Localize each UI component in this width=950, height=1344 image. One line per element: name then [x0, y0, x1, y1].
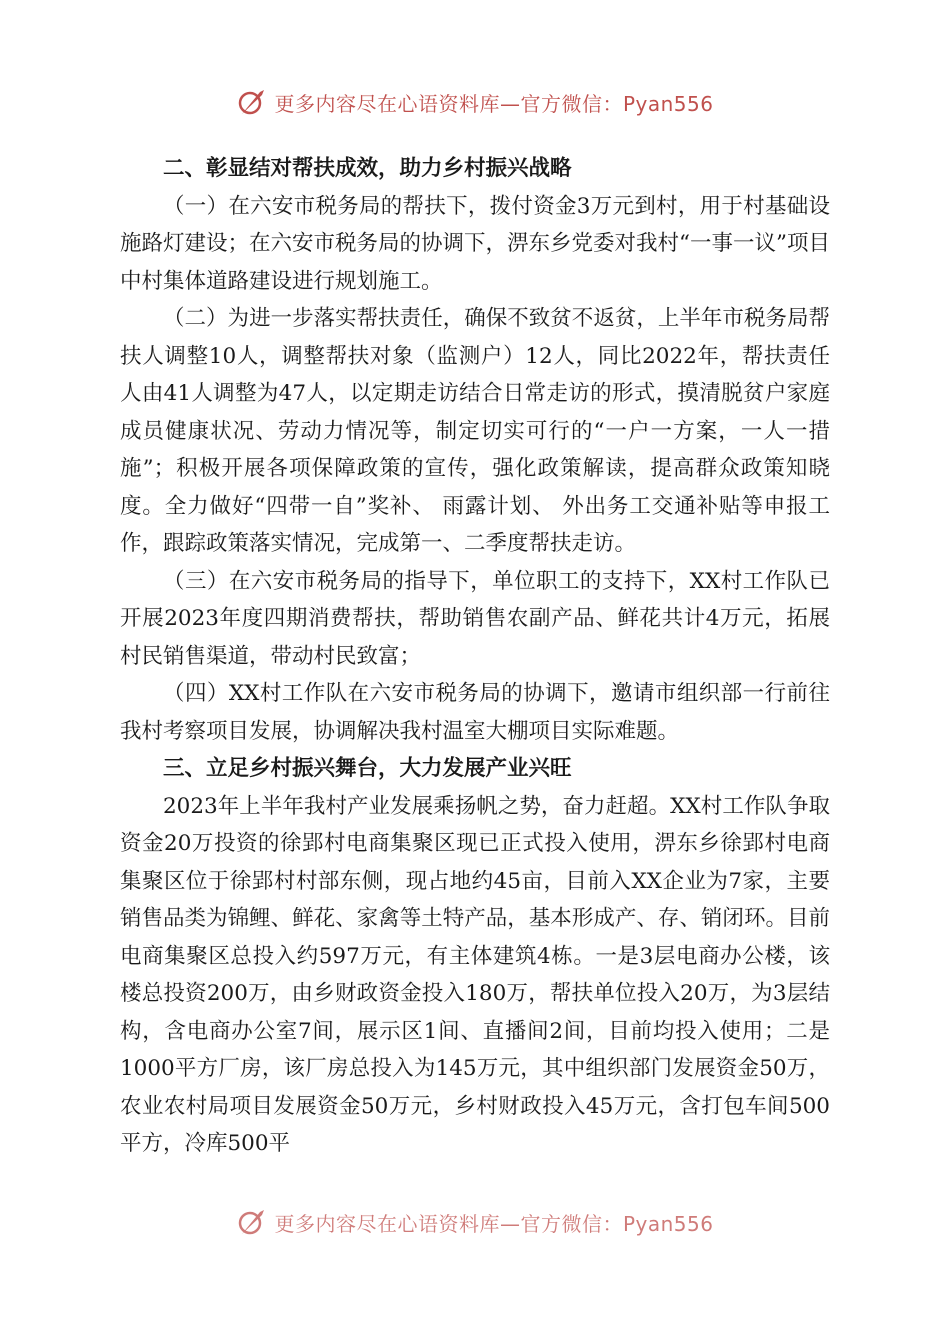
paragraph-3: （三）在六安市税务局的指导下，单位职工的支持下，XX村工作队已开展2023年度四期消费帮扶，帮助销售农副产品、鲜花共计4万元，拓展村民销售渠道，带动村民致富；: [120, 568, 830, 669]
paragraph-1: （一）在六安市税务局的帮扶下，拨付资金3万元到村，用于村基础设施路灯建设；在六安市税务局的协调下，淠东乡党委对我村“一事一议”项目中村集体道路建设进行规划施工。: [120, 193, 830, 294]
paragraph-5: 2023年上半年我村产业发展乘扬帆之势，奋力赶超。XX村工作队争取资金20万投资的徐郢村电商集聚区现已正式投入使用，淠东乡徐郢村电商集聚区位于徐郢村村部东侧，现占地约45亩，目前入XX企业为7家，主要销售品类为锦鲤、鲜花、家禽等土特产品，基本形成产、存、销闭环。目前电商集聚区总投入约597万元，有主体建筑4栋。一是3层电商办公楼，该楼总投资200万，由乡财政资金投入180万，帮扶单位投入20万，为3层结构，含电商办公室7间，展示区1间、直播间2间，目前均投入使用；二是1000平方厂房，该厂房总投入为145万元，其中组织部门发展资金50万，农业农村局项目发展资金50万元，乡村财政投入45万元，含打包车间500平方，冷库500平: [120, 793, 830, 1156]
paragraph-4: （四）XX村工作队在六安市税务局的协调下，邀请市组织部一行前往我村考察项目发展，协调解决我村温室大棚项目实际难题。: [120, 681, 830, 744]
watermark-header: [0, 84, 950, 120]
section-heading-3: 三、立足乡村振兴舞台，大力发展产业兴旺: [163, 756, 572, 781]
quill-logo-icon: [236, 86, 268, 118]
watermark-text: 更多内容尽在心语资料库—官方微信：Pyan556: [274, 91, 714, 116]
paragraph-2: （二）为进一步落实帮扶责任，确保不致贫不返贫，上半年市税务局帮扶人调整10人，调整帮扶对象（监测户）12人，同比2022年，帮扶责任人由41人调整为47人，以定期走访结合日常走访的形式，摸清脱贫户家庭成员健康状况、劳动力情况等，制定切实可行的“一户一方案，一人一措施”；积极开展各项保障政策的宣传，强化政策解读，提高群众政策知晓度。全力做好“四带一自”奖补、 雨露计划、 外出务工交通补贴等申报工作，跟踪政策落实情况，完成第一、二季度帮扶走访。: [120, 306, 830, 556]
section-heading-2: 二、彰显结对帮扶成效，助力乡村振兴战略: [163, 156, 572, 181]
quill-logo-icon: [236, 1206, 268, 1238]
watermark-footer: [0, 1204, 950, 1240]
watermark-text: 更多内容尽在心语资料库—官方微信：Pyan556: [274, 1211, 714, 1236]
document-body: [120, 150, 830, 1163]
